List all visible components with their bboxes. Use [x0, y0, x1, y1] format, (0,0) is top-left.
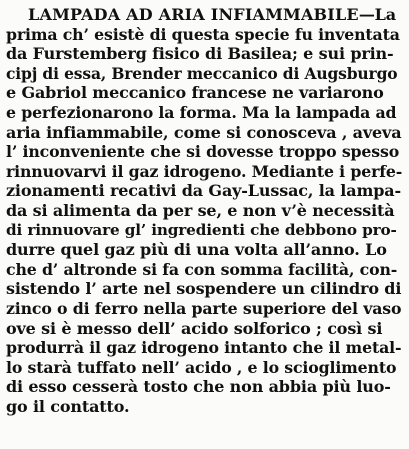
article-line-12: di rinnuovare gl’ ingredienti che debbono pro-: [6, 220, 397, 239]
article-line-21: go il contatto.: [6, 396, 130, 416]
article-line-10: zionamenti recativi da Gay-Lussac, la lampa-: [6, 181, 401, 201]
article-line-3: da Furstemberg fisico di Basilea; e sui prin-: [6, 44, 394, 64]
article-line-11: da si alimenta da per se, e non v’è necessità: [6, 200, 395, 220]
article-line-9: rinnuovarvi il gaz idrogeno. Mediante i perfe-: [6, 161, 402, 181]
article-line-4: cipj di essa, Brender meccanico di Augsburgo: [6, 63, 398, 83]
article-line-16: zinco o di ferro nella parte superiore del vaso: [6, 298, 402, 318]
article-line-8: l’ inconveniente che si dovesse troppo spesso: [6, 142, 400, 162]
article-line-20: di esso cesserà tosto che non abbia più luo-: [6, 377, 391, 397]
title-dash: —: [358, 5, 375, 24]
article-line-19: lo starà tuffato nell’ acido , e lo scioglimento: [6, 357, 397, 377]
article-line-5: e Gabriol meccanico francese ne variarono: [6, 83, 384, 103]
article-line-14: che d’ altronde si fa con somma facilità, con-: [6, 259, 398, 279]
article-line-1: [6, 5, 402, 25]
article-line-7: aria infiammabile, come si conosceva , aveva: [6, 122, 402, 142]
article-title: LAMPADA AD ARIA INFIAMMABILE: [28, 5, 359, 24]
article-line-1-text: La: [374, 5, 396, 24]
article-line-6: e perfezionarono la forma. Ma la lampada ad: [6, 102, 397, 122]
article-line-2: prima ch’ esistè di questa specie fu inventata: [6, 24, 400, 44]
article-line-13: durre quel gaz più di una volta all’anno. Lo: [6, 240, 387, 260]
article-line-15: sistendo l’ arte nel sospendere un cilindro di: [6, 279, 402, 299]
article: [6, 5, 402, 416]
article-line-17: ove si è messo dell’ acido solforico ; così si: [6, 318, 383, 338]
article-line-18: produrrà il gaz idrogeno intanto che il metal-: [6, 338, 402, 358]
